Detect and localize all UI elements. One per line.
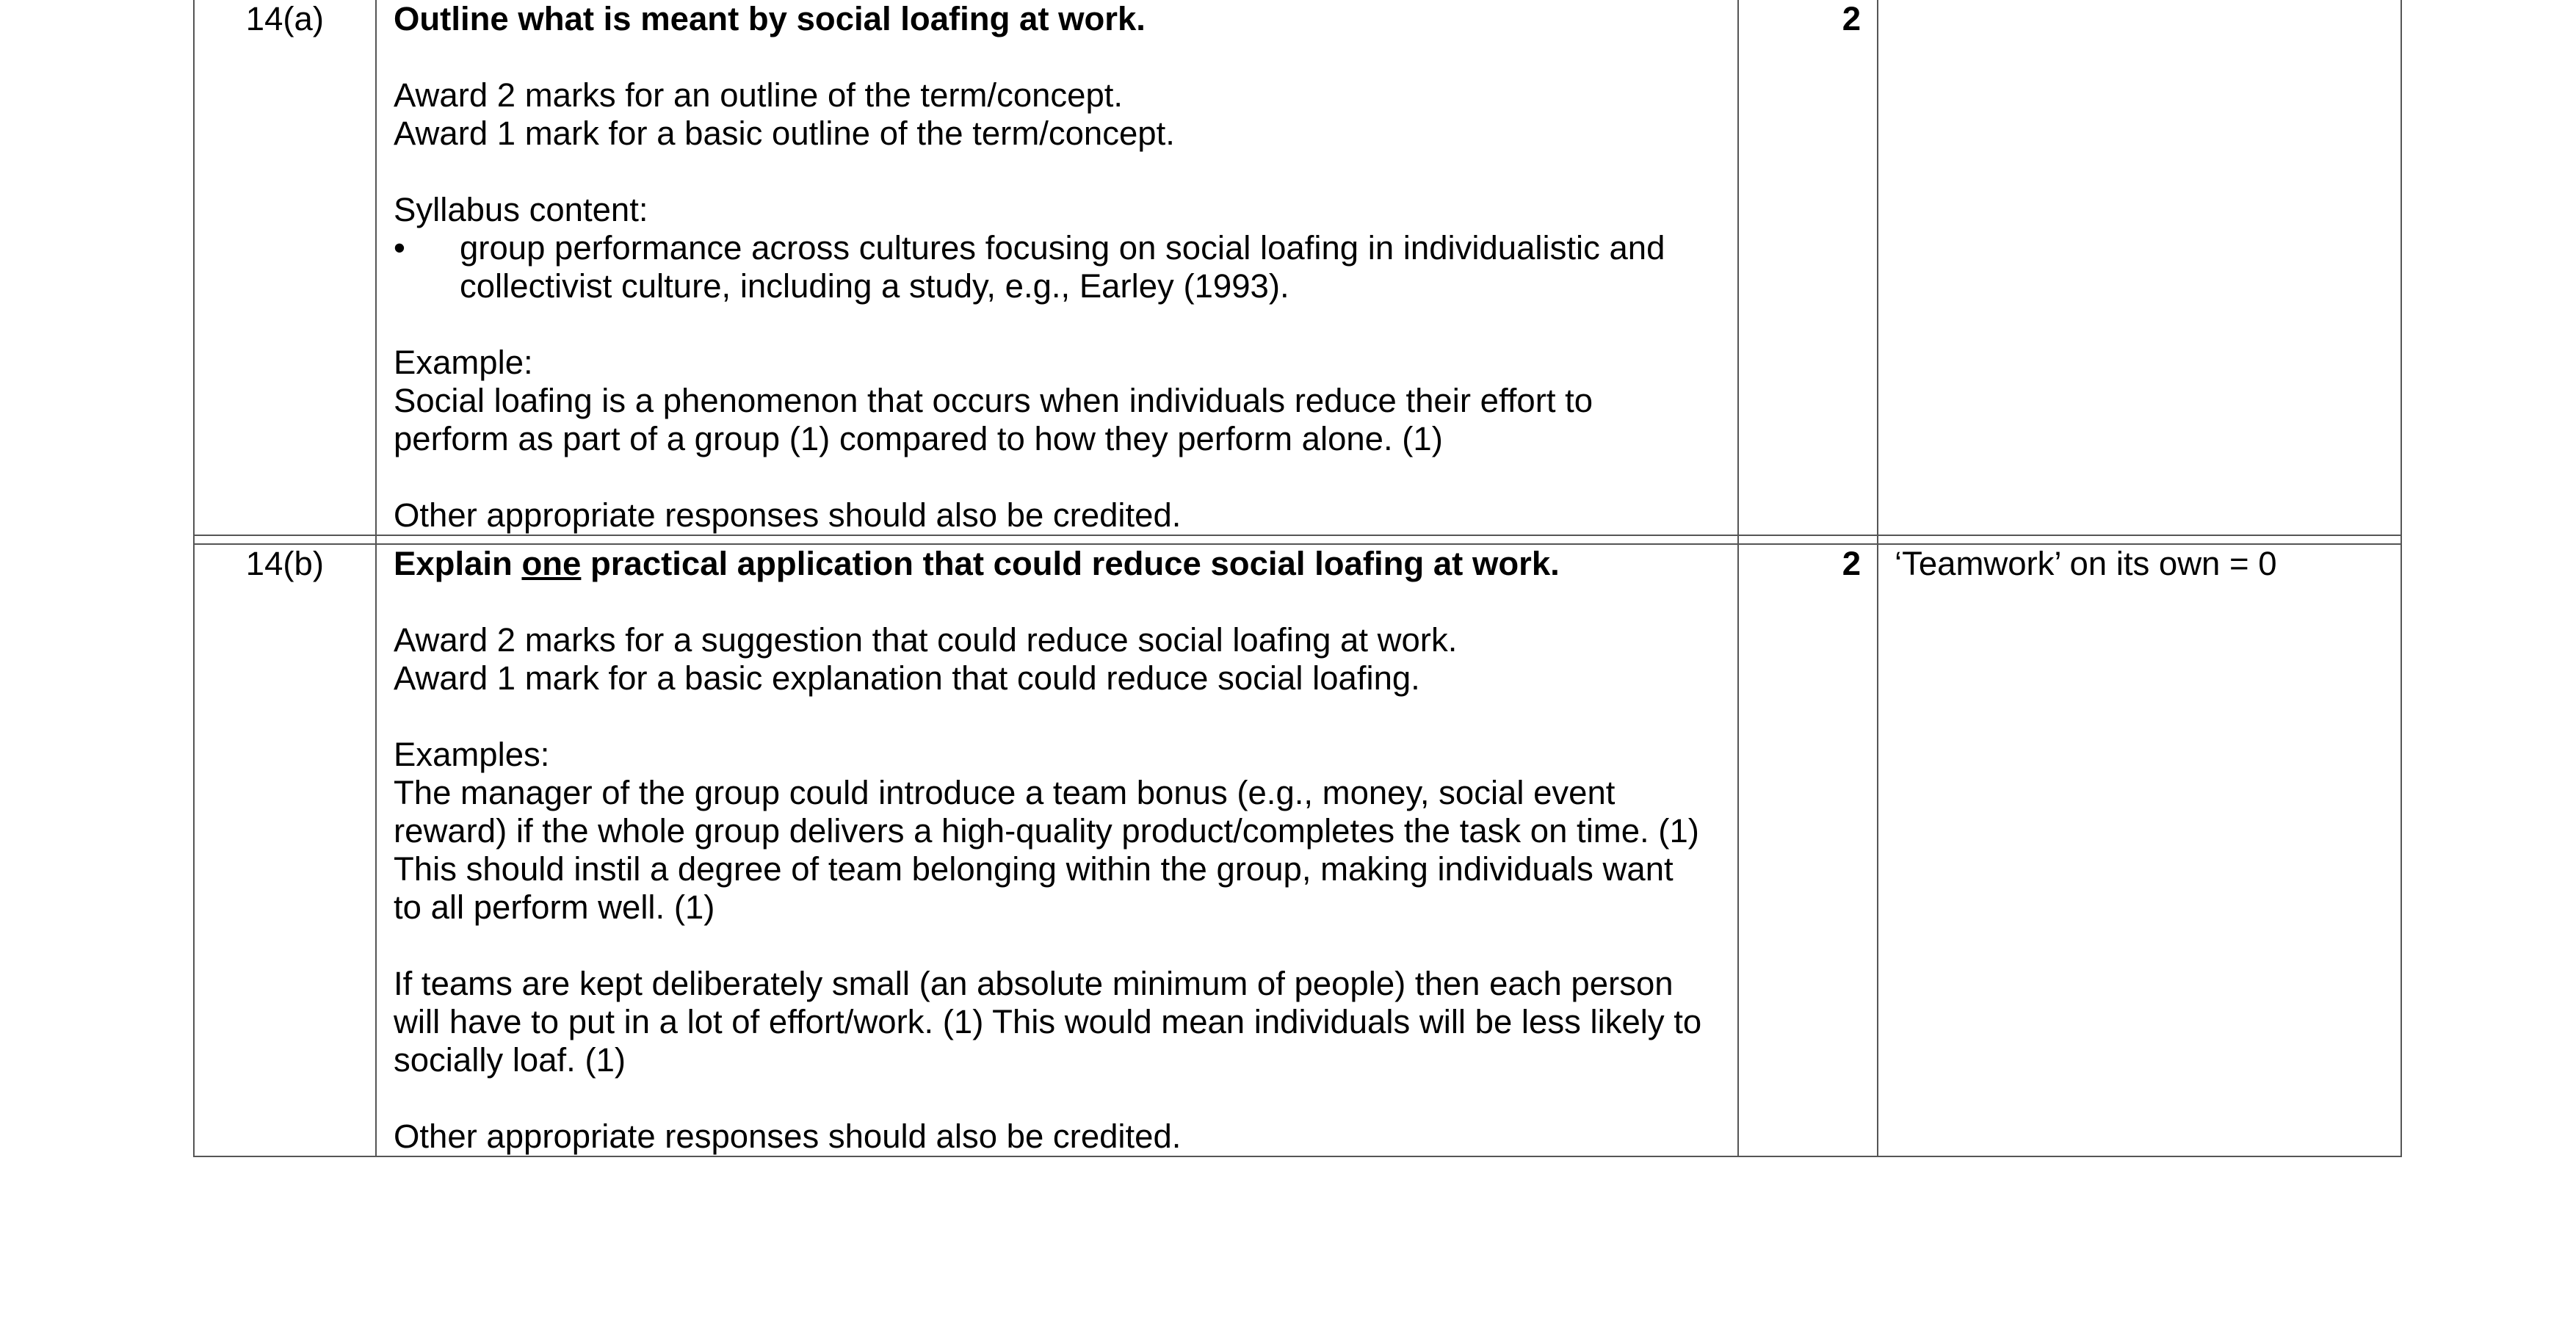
syllabus-heading: Syllabus content: [394,191,648,228]
syllabus-bullet [394,229,1723,305]
example-line: will have to put in a lot of effort/work. (1) This would mean individuals will be less likely to [394,1003,1702,1040]
examples-block [394,736,1723,927]
example-line: This should instil a degree of team belonging within the group, making individuals want [394,850,1674,888]
question-text: Explain one practical application that could reduce social loafing at work. [394,545,1560,582]
marks: 2 [1738,0,1878,535]
credit-note: Other appropriate responses should also be credited. [394,1118,1182,1155]
mark-scheme-table [193,0,2402,1157]
award-line: Award 1 mark for a basic explanation that could reduce social loafing. [394,659,1420,697]
award-line: Award 2 marks for an outline of the term/concept. [394,76,1124,114]
example-line: Social loafing is a phenomenon that occurs when individuals reduce their effort to [394,382,1593,419]
bullet-text: group performance across cultures focusing on social loafing in individualistic and collectivist culture, including a study, e.g., Earley (1993). [460,229,1665,305]
guidance: ‘Teamwork’ on its own = 0 [1878,544,2401,1156]
example-line: The manager of the group could introduce a team bonus (e.g., money, social event [394,774,1616,811]
example-line: If teams are kept deliberately small (an absolute minimum of people) then each person [394,965,1674,1002]
example-line: to all perform well. (1) [394,888,715,926]
question-text: Outline what is meant by social loafing at work. [394,0,1146,37]
award-criteria [394,76,1723,153]
row-separator [194,535,2401,544]
answer-cell [376,544,1738,1156]
example-heading: Example: [394,344,533,381]
question-number: 14(a) [194,0,376,535]
guidance [1878,0,2401,535]
example-block [394,965,1723,1079]
question-row-14a [194,0,2401,535]
example-line: socially loaf. (1) [394,1041,626,1079]
example-line: perform as part of a group (1) compared to how they perform alone. (1) [394,420,1443,457]
marks: 2 [1738,544,1878,1156]
examples-heading: Examples: [394,736,550,773]
example-line: reward) if the whole group delivers a high-quality product/completes the task on time. (1) [394,812,1699,850]
example-block [394,344,1723,458]
bullet-icon: • [394,229,405,267]
credit-note: Other appropriate responses should also be credited. [394,496,1182,534]
award-criteria [394,621,1723,698]
question-number: 14(b) [194,544,376,1156]
underlined-word: one [521,545,582,582]
syllabus-content [394,191,1723,305]
award-line: Award 1 mark for a basic outline of the term/concept. [394,115,1175,152]
answer-cell [376,0,1738,535]
award-line: Award 2 marks for a suggestion that could reduce social loafing at work. [394,621,1458,659]
question-row-14b [194,544,2401,1156]
